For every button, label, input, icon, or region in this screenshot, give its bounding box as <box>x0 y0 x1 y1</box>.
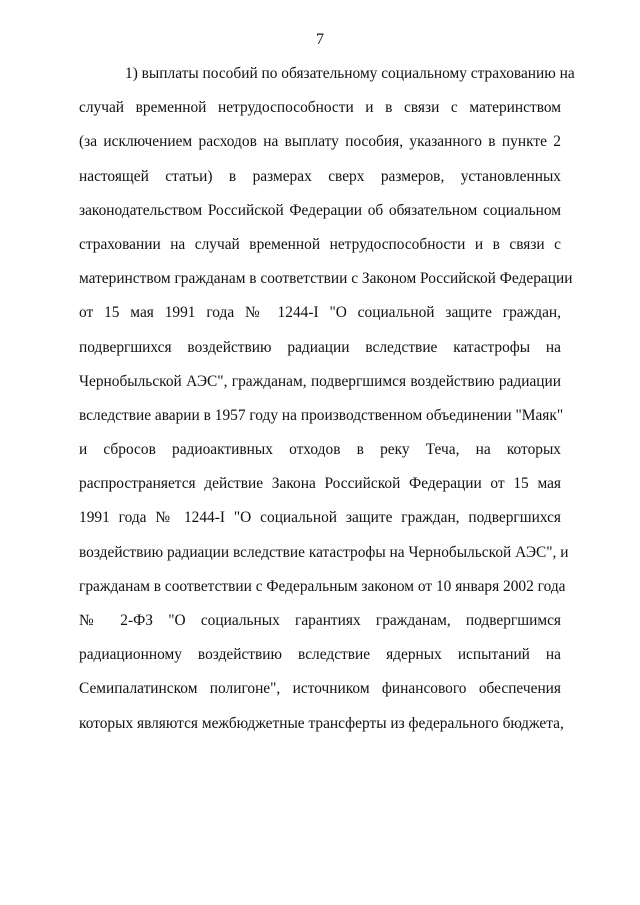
text-line: и сбросов радиоактивных отходов в реку Теча, на которых <box>79 441 561 459</box>
text-line: Семипалатинском полигоне", источником финансового обеспечения <box>79 680 561 698</box>
text-line: 1991 года № 1244-I "О социальной защите граждан, подвергшихся <box>79 509 561 527</box>
text-line: которых являются межбюджетные трансферты из федерального бюджета, <box>79 714 564 732</box>
paragraph-body <box>79 63 575 747</box>
text-line: вследствие аварии в 1957 году на производственном объединении "Маяк" <box>79 406 564 424</box>
text-line: № 2-ФЗ "О социальных гарантиях гражданам, подвергшимся <box>79 612 561 629</box>
text-line: Чернобыльской АЭС", гражданам, подвергшимся воздействию радиации <box>79 372 561 390</box>
text-line: случай временной нетрудоспособности и в связи с материнством <box>79 99 561 117</box>
text-line: (за исключением расходов на выплату пособия, указанного в пункте 2 <box>79 133 561 151</box>
text-line: настоящей статьи) в размерах сверх размеров, установленных <box>79 167 561 185</box>
text-line: подвергшихся воздействию радиации вследствие катастрофы на <box>79 338 561 356</box>
text-line: гражданам в соответствии с Федеральным законом от 10 января 2002 года <box>79 577 566 595</box>
text-line: материнством гражданам в соответствии с Законом Российской Федерации <box>79 270 573 288</box>
text-line: воздействию радиации вследствие катастрофы на Чернобыльской АЭС", и <box>79 543 569 561</box>
text-line: радиационному воздействию вследствие ядерных испытаний на <box>79 646 561 664</box>
page-number: 7 <box>316 31 324 48</box>
text-line: страховании на случай временной нетрудоспособности и в связи с <box>79 235 561 253</box>
text-line: распространяется действие Закона Российской Федерации от 15 мая <box>79 475 561 493</box>
text-line: от 15 мая 1991 года № 1244-I "О социальной защите граждан, <box>79 304 561 322</box>
text-line: законодательством Российской Федерации об обязательном социальном <box>79 201 561 219</box>
text-line: 1) выплаты пособий по обязательному социальному страхованию на <box>125 65 575 82</box>
